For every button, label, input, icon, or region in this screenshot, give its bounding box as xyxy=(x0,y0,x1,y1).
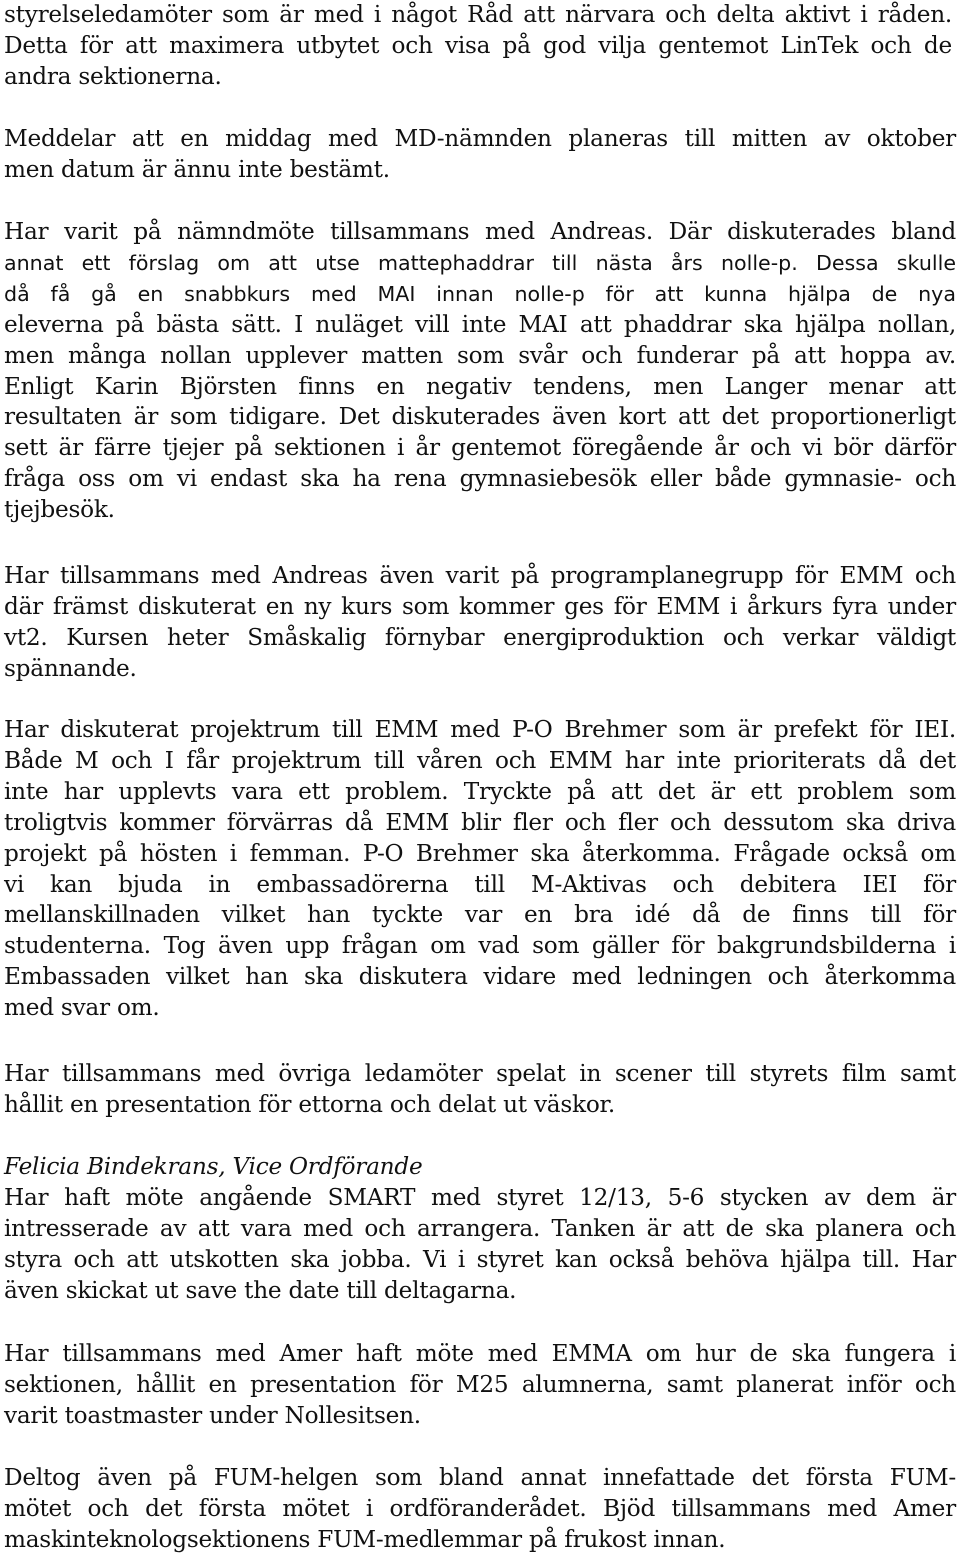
text-line: tjejbesök. xyxy=(4,496,115,524)
text-line: Har diskuterat projektrum till EMM med P-O Brehmer som är prefekt för IEI. xyxy=(4,716,956,743)
text-line: mellanskillnaden vilket han tyckte var en bra idé då de finns till för xyxy=(4,901,956,929)
paragraph-program-planning xyxy=(4,561,956,685)
text-line: Har haft möte angående SMART med styret 12/13, 5-6 stycken av dem är xyxy=(4,1183,956,1211)
text-line: intresserade av att vara med och arrangera. Tanken är att de ska planera och xyxy=(4,1214,956,1242)
text-line: där främst diskuterat en ny kurs som kommer ges för EMM i årkurs fyra under xyxy=(4,592,956,620)
text-line: studenterna. Tog även upp frågan om vad som gäller för bakgrundsbilderna i xyxy=(4,932,956,960)
text-line: men många nollan upplever matten som svår och funderar på att hoppa av. xyxy=(4,341,956,369)
text-line: vt2. Kursen heter Småskalig förnybar energiproduktion och verkar väldigt xyxy=(4,623,956,651)
text-line: med svar om. xyxy=(4,994,160,1022)
paragraph-committee-meeting xyxy=(4,217,956,526)
text-line: sett är färre tjejer på sektionen i år gentemot föregående år och vi bör därför xyxy=(4,434,956,462)
text-line: sektionen, hållit en presentation för M25 alumnerna, samt planerat inför och xyxy=(4,1370,956,1398)
text-line: varit toastmaster under Nollesitsen. xyxy=(4,1401,421,1429)
text-line: eleverna på bästa sätt. I nuläget vill inte MAI att phaddrar ska hjälpa nollan, xyxy=(4,310,956,338)
paragraph-project-rooms xyxy=(4,715,956,1024)
text-line: Både M och I får projektrum till våren och EMM har inte prioriterats då det xyxy=(4,746,956,774)
text-line: Har tillsammans med övriga ledamöter spelat in scener till styrets film samt xyxy=(4,1060,956,1087)
paragraph-film-scenes xyxy=(4,1059,956,1121)
text-line: men datum är ännu inte bestämt. xyxy=(4,155,390,183)
text-line: Har varit på nämndmöte tillsammans med Andreas. Där diskuterades bland xyxy=(4,218,956,245)
text-line: även skickat ut save the date till deltagarna. xyxy=(4,1276,517,1304)
text-line: troligtvis kommer förvärras då EMM blir fler och fler och dessutom ska driva xyxy=(4,808,956,836)
text-line: Embassaden vilket han ska diskutera vidare med ledningen och återkomma xyxy=(4,963,956,991)
text-line: Enligt Karin Björsten finns en negativ tendens, men Langer menar att xyxy=(4,372,956,400)
text-line: då få gå en snabbkurs med MAI innan nolle-p för att kunna hjälpa de nya xyxy=(4,281,956,306)
text-line: maskinteknologsektionens FUM-medlemmar på frukost innan. xyxy=(4,1525,726,1553)
text-line: fråga oss om vi endast ska ha rena gymnasiebesök eller både gymnasie- och xyxy=(4,465,956,493)
text-line: Har tillsammans med Andreas även varit på programplanegrupp för EMM och xyxy=(4,562,956,589)
text-line: resultaten är som tidigare. Det diskuterades även kort att det proportionerligt xyxy=(4,403,956,431)
paragraph-smart-meeting xyxy=(4,1183,956,1307)
text-line: andra sektionerna. xyxy=(4,62,222,90)
section-vice-chair xyxy=(4,1152,956,1307)
text-line: Deltog även på FUM-helgen som bland annat innefattade det första FUM- xyxy=(4,1464,956,1491)
text-line: mötet och det första mötet i ordföranderådet. Bjöd tillsammans med Amer xyxy=(4,1494,956,1522)
paragraph-board-members-councils xyxy=(4,0,952,93)
text-line: styra och att utskotten ska jobba. Vi i styret kan också behöva hjälpa till. Har xyxy=(4,1245,956,1273)
text-line: inte har upplevts vara ett problem. Tryckte på att det är ett problem som xyxy=(4,777,956,805)
text-line: spännande. xyxy=(4,654,137,682)
text-line: Har tillsammans med Amer haft möte med EMMA om hur de ska fungera i xyxy=(4,1340,956,1367)
text-line: Meddelar att en middag med MD-nämnden planeras till mitten av oktober xyxy=(4,125,956,152)
text-line: styrelseledamöter som är med i något Råd att närvara och delta aktivt i råden. xyxy=(4,1,952,28)
paragraph-md-dinner xyxy=(4,124,956,186)
section-heading: Felicia Bindekrans, Vice Ordförande xyxy=(4,1153,423,1180)
text-line: hållit en presentation för ettorna och delat ut väskor. xyxy=(4,1090,615,1118)
text-line: projekt på hösten i femman. P-O Brehmer ska återkomma. Frågade också om xyxy=(4,839,956,867)
paragraph-fum-weekend xyxy=(4,1463,956,1556)
paragraph-emma-meeting xyxy=(4,1339,956,1432)
text-line: vi kan bjuda in embassadörerna till M-Aktivas och debitera IEI för xyxy=(4,870,956,898)
text-line: annat ett förslag om att utse mattephaddrar till nästa års nolle-p. Dessa skulle xyxy=(4,250,956,275)
text-line: Detta för att maximera utbytet och visa på god vilja gentemot LinTek och de xyxy=(4,31,952,59)
